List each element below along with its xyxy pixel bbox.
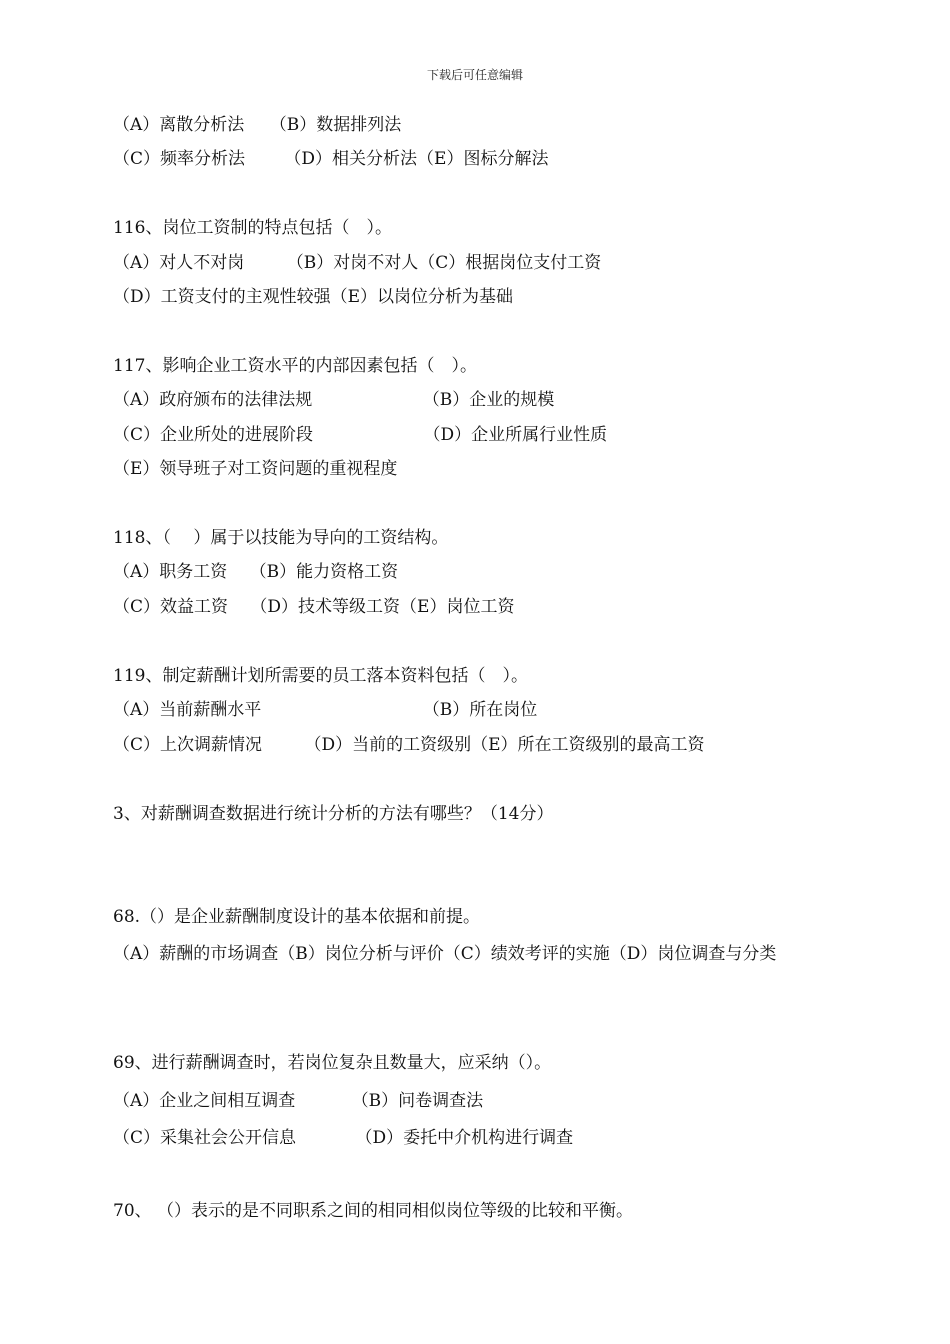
page-header: 下载后可任意编辑 xyxy=(426,68,523,82)
question-70: 70、 （）表示的是不同职系之间的相同相似岗位等级的比较和平衡。 xyxy=(113,1201,634,1221)
option-line: （E）领导班子对工资问题的重视程度 xyxy=(113,459,398,479)
option-line: （A）职务工资 （B）能力资格工资 xyxy=(113,562,399,582)
question-116: 116、岗位工资制的特点包括（ ）。 xyxy=(113,218,392,238)
question-68: 68.（）是企业薪酬制度设计的基本依据和前提。 xyxy=(113,907,481,927)
option-line: （C）上次调薪情况 （D）当前的工资级别（E）所在工资级别的最高工资 xyxy=(113,735,705,755)
option-line: （A）当前薪酬水平 （B）所在岗位 xyxy=(113,700,538,720)
question-117: 117、影响企业工资水平的内部因素包括（ ）。 xyxy=(113,356,477,376)
question-3: 3、对薪酬调查数据进行统计分析的方法有哪些？（14分） xyxy=(113,804,554,824)
option-line: （C）采集社会公开信息 （D）委托中介机构进行调查 xyxy=(113,1128,574,1148)
question-69: 69、进行薪酬调查时，若岗位复杂且数量大，应采纳（）。 xyxy=(113,1053,552,1073)
option-line: （D）工资支付的主观性较强（E）以岗位分析为基础 xyxy=(113,287,514,307)
option-line: （C）效益工资 （D）技术等级工资（E）岗位工资 xyxy=(113,597,515,617)
option-line: （C）频率分析法 （D）相关分析法（E）图标分解法 xyxy=(113,149,549,169)
question-118: 118、（ ）属于以技能为导向的工资结构。 xyxy=(113,528,449,548)
question-119: 119、制定薪酬计划所需要的员工落本资料包括（ ）。 xyxy=(113,666,528,686)
option-line: （C）企业所处的进展阶段 （D）企业所属行业性质 xyxy=(113,425,608,445)
option-line: （A）离散分析法 （B）数据排列法 xyxy=(113,115,402,135)
option-line: （A）企业之间相互调查 （B）问卷调查法 xyxy=(113,1091,484,1111)
option-line: （A）政府颁布的法律法规 （B）企业的规模 xyxy=(113,390,555,410)
option-line: （A）对人不对岗 （B）对岗不对人（C）根据岗位支付工资 xyxy=(113,253,602,273)
option-line: （A）薪酬的市场调查（B）岗位分析与评价（C）绩效考评的实施（D）岗位调查与分类 xyxy=(113,944,777,964)
